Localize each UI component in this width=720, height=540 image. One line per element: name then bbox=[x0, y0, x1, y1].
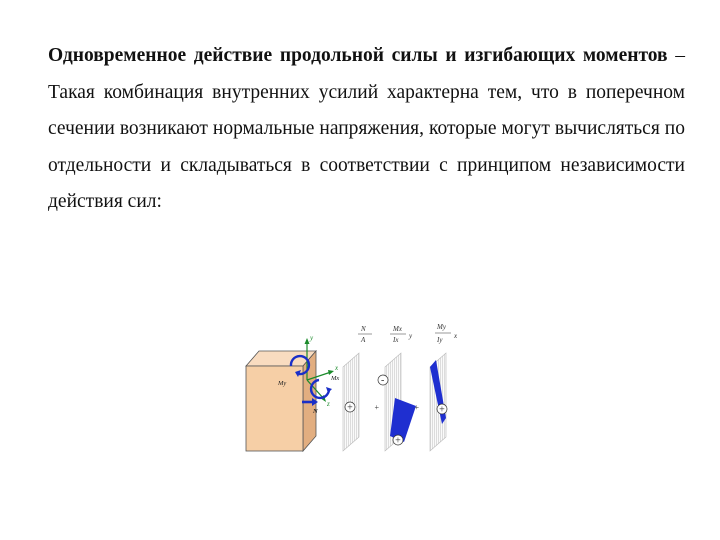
formula3-variable: x bbox=[454, 332, 458, 340]
axis-z-label: z bbox=[327, 400, 330, 408]
formula3-denominator: Iy bbox=[437, 336, 443, 344]
formula1-denominator: A bbox=[361, 336, 366, 344]
text-paragraph bbox=[48, 38, 685, 221]
moment-x-label: Mx bbox=[331, 375, 340, 382]
svg-text:+: + bbox=[394, 435, 402, 447]
svg-text:+: + bbox=[438, 404, 446, 416]
section-heading: Одновременное действие продольной силы и изгибающих моментов bbox=[48, 45, 668, 66]
formula3-numerator: My bbox=[437, 323, 446, 331]
beam-front-face bbox=[246, 366, 303, 451]
formula2-numerator: Mx bbox=[393, 325, 402, 333]
formulas bbox=[358, 323, 458, 344]
heading-dash: – bbox=[675, 45, 686, 66]
axis-x-label: x bbox=[335, 364, 339, 372]
stress-diagrams bbox=[343, 353, 447, 451]
axis-y-label: y bbox=[310, 334, 314, 342]
plus-sign-plate2-bottom bbox=[393, 435, 403, 447]
stress-diagram-figure bbox=[240, 318, 470, 453]
moment-y-label: My bbox=[278, 380, 287, 387]
plus-sign-plate2-right: + bbox=[414, 403, 420, 412]
formula2-variable: y bbox=[409, 332, 413, 340]
formula1-numerator: N bbox=[361, 325, 366, 333]
body-text: Такая комбинация внутренних усилий характерна тем, что в поперечном сечении возникают нормальные напряжения, которые могут вычисляться по отдельности и складываться в соответствии с принципом независимости действия сил: bbox=[48, 81, 685, 212]
formula2-denominator: Ix bbox=[393, 336, 399, 344]
plus-sign-plate1-right: + bbox=[374, 403, 380, 412]
svg-text:-: - bbox=[381, 375, 385, 386]
force-n-label: N bbox=[313, 408, 318, 415]
svg-text:+: + bbox=[346, 402, 354, 414]
